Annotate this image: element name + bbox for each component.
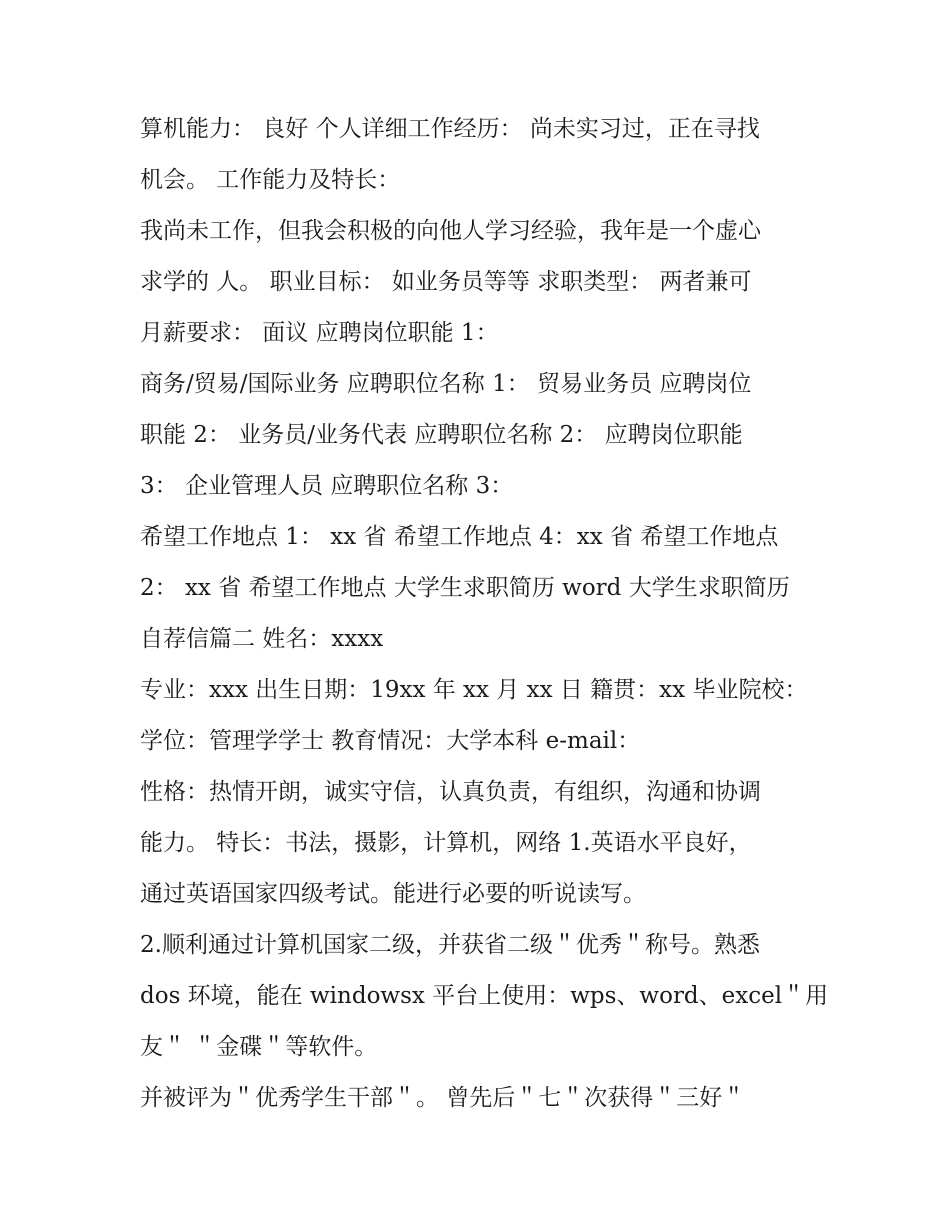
text-line: 3： 企业管理人员 应聘职位名称 3： — [140, 473, 514, 499]
text-line: 职能 2： 业务员/业务代表 应聘职位名称 2： 应聘岗位职能 — [140, 422, 743, 448]
text-line: 友＂ ＂金碟＂等软件。 — [140, 1034, 378, 1060]
text-line: 能力。 特长：书法，摄影，计算机，网络 1.英语水平良好， — [140, 830, 752, 856]
text-line: 自荐信篇二 姓名：xxxx — [140, 626, 384, 652]
text-line: 算机能力： 良好 个人详细工作经历： 尚未实习过，正在寻找 — [140, 116, 760, 142]
text-line: 希望工作地点 1： xx 省 希望工作地点 4：xx 省 希望工作地点 — [140, 524, 779, 550]
text-line: 学位：管理学学士 教育情况：大学本科 e-mail： — [140, 728, 641, 754]
text-line: 并被评为＂优秀学生干部＂。 曾先后＂七＂次获得＂三好＂ — [140, 1085, 746, 1111]
text-line: 性格：热情开朗，诚实守信，认真负责，有组织，沟通和协调 — [140, 779, 761, 805]
text-line: 商务/贸易/国际业务 应聘职位名称 1： 贸易业务员 应聘岗位 — [140, 371, 752, 397]
text-line: 专业：xxx 出生日期：19xx 年 xx 月 xx 日 籍贯：xx 毕业院校： — [140, 677, 808, 703]
text-line: 求学的 人。 职业目标： 如业务员等等 求职类型： 两者兼可 — [140, 269, 752, 295]
text-line: 我尚未工作，但我会积极的向他人学习经验，我年是一个虚心 — [140, 218, 761, 244]
text-line: dos 环境，能在 windowsx 平台上使用：wps、word、excel＂用 — [140, 983, 829, 1009]
text-line: 通过英语国家四级考试。能进行必要的听说读写。 — [140, 881, 646, 907]
text-line: 2： xx 省 希望工作地点 大学生求职简历 word 大学生求职简历 — [140, 575, 790, 601]
text-line: 月薪要求： 面议 应聘岗位职能 1： — [140, 320, 499, 346]
text-line: 2.顺利通过计算机国家二级，并获省二级＂优秀＂称号。熟悉 — [140, 932, 760, 958]
text-line: 机会。 工作能力及特长： — [140, 167, 401, 193]
body-text — [140, 104, 830, 1124]
